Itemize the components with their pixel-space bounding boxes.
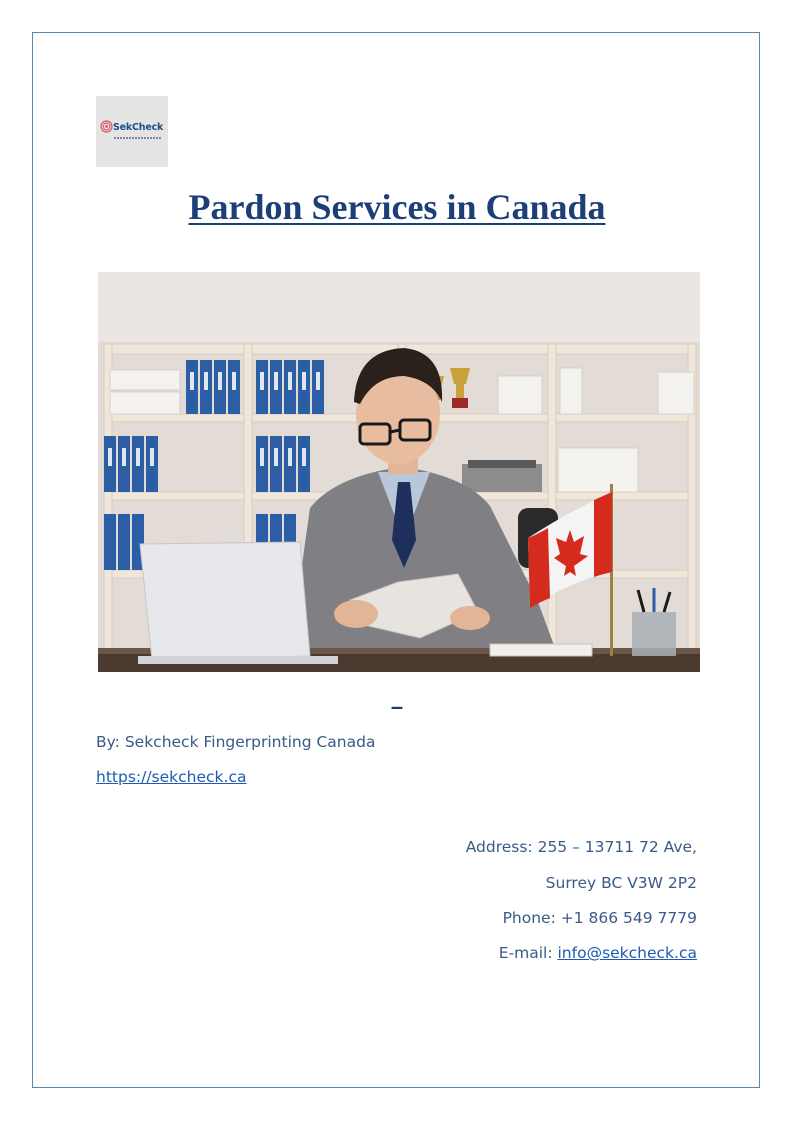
address-line-2: Surrey BC V3W 2P2 (545, 874, 697, 892)
email-label: E-mail: (498, 944, 558, 962)
author-line: By: Sekcheck Fingerprinting Canada (96, 733, 376, 751)
company-logo (96, 96, 168, 167)
address-line-1: Address: 255 – 13711 72 Ave, (465, 838, 697, 856)
email-line (499, 944, 697, 962)
fingerprint-icon (100, 120, 113, 133)
office-photo (98, 272, 700, 672)
phone-line: Phone: +1 866 549 7779 (502, 909, 697, 927)
website-link[interactable]: https://sekcheck.ca (96, 768, 247, 786)
page-title: Pardon Services in Canada (188, 187, 606, 227)
logo-wordmark: SekCheck (113, 122, 164, 133)
separator-dash: – (390, 694, 404, 719)
email-link[interactable]: info@sekcheck.ca (557, 944, 697, 962)
logo-tagline (114, 137, 162, 139)
